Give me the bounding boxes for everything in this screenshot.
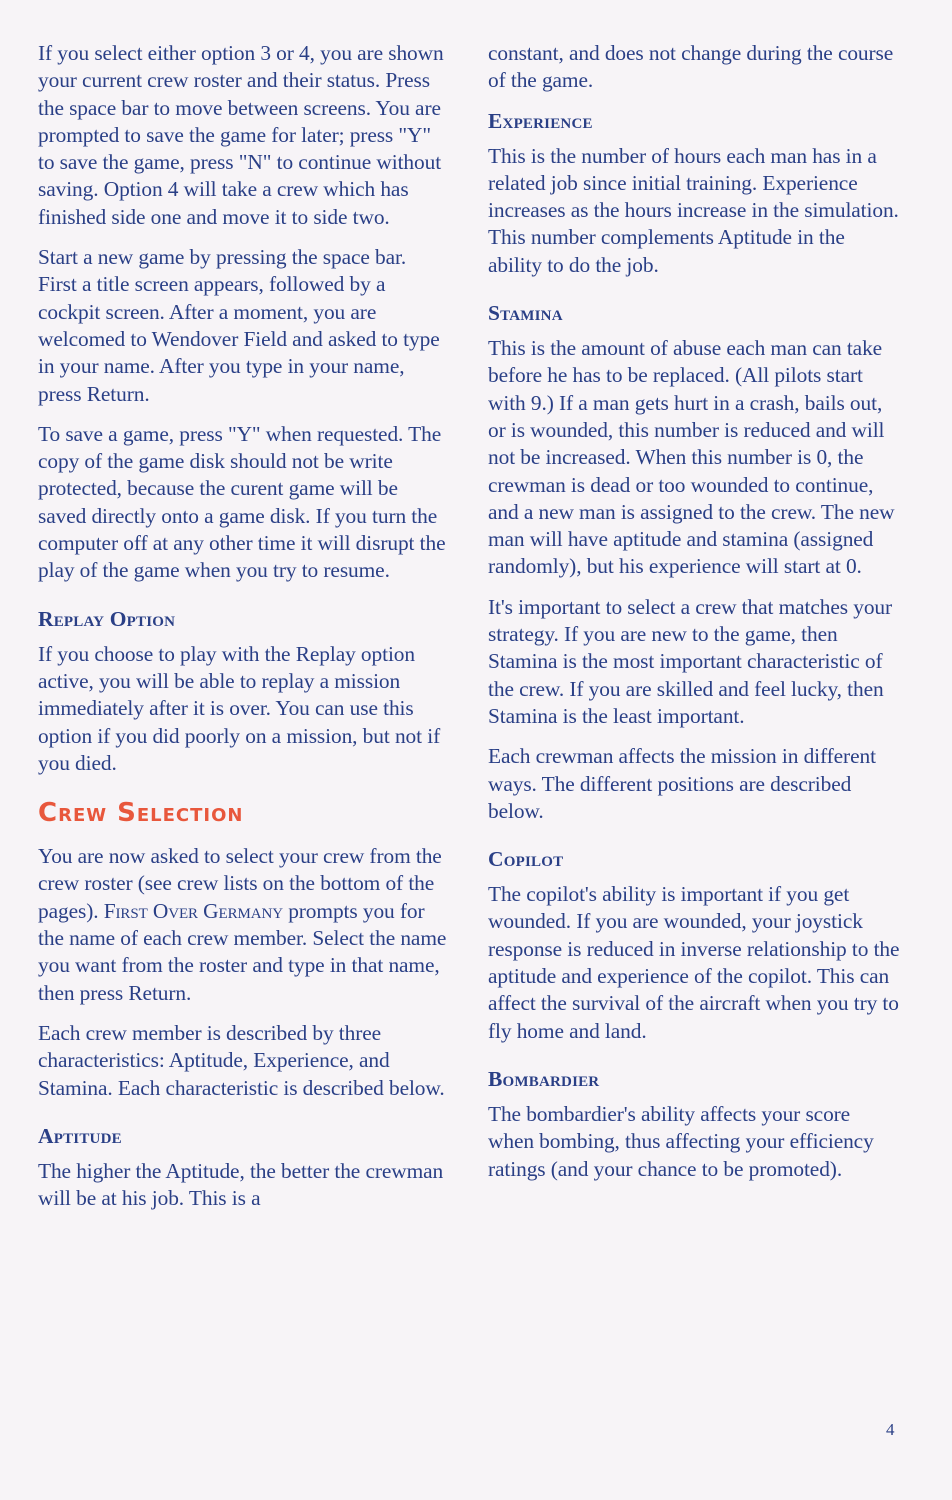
copilot-paragraph: The copilot's ability is important if you get wounded. If you are wounded, your joystick response is reduced in inverse relationship to the aptitude and experience of the copilot. This can affect the survival of the aircraft when you try to fly home and land. bbox=[488, 882, 900, 1043]
copilot-heading: Copilot bbox=[488, 847, 564, 872]
aptitude-heading: Aptitude bbox=[38, 1123, 122, 1148]
page-number: 4 bbox=[886, 1420, 895, 1439]
crew-selection-text-b: prompts you for the name of each crew member. Select the name you want from the roster and type in that name, then press Return. bbox=[38, 898, 447, 1005]
strategy-paragraph: It's important to select a crew that matches your strategy. If you are new to the game, then Stamina is the most important characteristic of the crew. If you are skilled and feel lucky, then Stamina is the least important. bbox=[488, 594, 893, 728]
experience-paragraph: This is the number of hours each man has in a related job since initial training. Experience increases as the hours increase in the simulation. This number complements Aptitude in the ability to do the job. bbox=[488, 143, 899, 277]
replay-option-heading: Replay Option bbox=[38, 606, 176, 631]
crew-selection-paragraph bbox=[38, 843, 450, 1007]
new-game-paragraph: Start a new game by pressing the space bar. First a title screen appears, followed by a cockpit screen. After a moment, you are welcomed to Wendover Field and asked to type in your name. After you type in your name, press Return. bbox=[38, 245, 440, 406]
experience-heading: Experience bbox=[488, 108, 593, 133]
stamina-heading: Stamina bbox=[488, 301, 563, 326]
game-title: First Over Germany bbox=[103, 898, 283, 923]
positions-paragraph: Each crewman affects the mission in different ways. The different positions are described below. bbox=[488, 744, 876, 823]
bombardier-paragraph: The bombardier's ability affects your score when bombing, thus affecting your efficiency ratings (and your chance to be promoted). bbox=[488, 1101, 874, 1181]
right-column bbox=[488, 40, 900, 1196]
crew-selection-heading: Crew Selection bbox=[38, 798, 244, 829]
replay-option-paragraph: If you choose to play with the Replay option active, you will be able to replay a mission immediately after it is over. You can use this option if you did poorly on a mission, but not if you died. bbox=[38, 641, 441, 775]
left-column bbox=[38, 40, 450, 1225]
stamina-paragraph: This is the amount of abuse each man can take before he has to be replaced. (All pilots start with 9.) If a man gets hurt in a crash, bails out, or is wounded, this number is reduced and will not be increased. When this number is 0, the crewman is dead or too wounded to continue, and a new man is assigned to the crew. The new man will have aptitude and stamina (assigned randomly), but his experience will start at 0. bbox=[488, 336, 895, 579]
save-options-paragraph: If you select either option 3 or 4, you are shown your current crew roster and their status. Press the space bar to move between screens. You are prompted to save the game for later; press "Y" to save the game, press "N" to continue without saving. Option 4 will take a crew which has finished side one and move it to side two. bbox=[38, 41, 444, 229]
save-game-paragraph: To save a game, press "Y" when requested. The copy of the game disk should not be write protected, because the curent game will be saved directly onto a game disk. If you turn the computer off at any other time it will disrupt the play of the game when you try to resume. bbox=[38, 421, 446, 583]
characteristics-paragraph: Each crew member is described by three characteristics: Aptitude, Experience, and Stamina. Each characteristic is described below. bbox=[38, 1020, 445, 1100]
bombardier-heading: Bombardier bbox=[488, 1066, 600, 1091]
aptitude-paragraph: The higher the Aptitude, the better the crewman will be at his job. This is a bbox=[38, 1158, 444, 1211]
aptitude-continued-paragraph: constant, and does not change during the course of the game. bbox=[488, 41, 894, 93]
crew-selection-text-a: You are now asked to select your crew from the crew roster (see crew lists on the bottom of the pages). bbox=[38, 844, 442, 923]
